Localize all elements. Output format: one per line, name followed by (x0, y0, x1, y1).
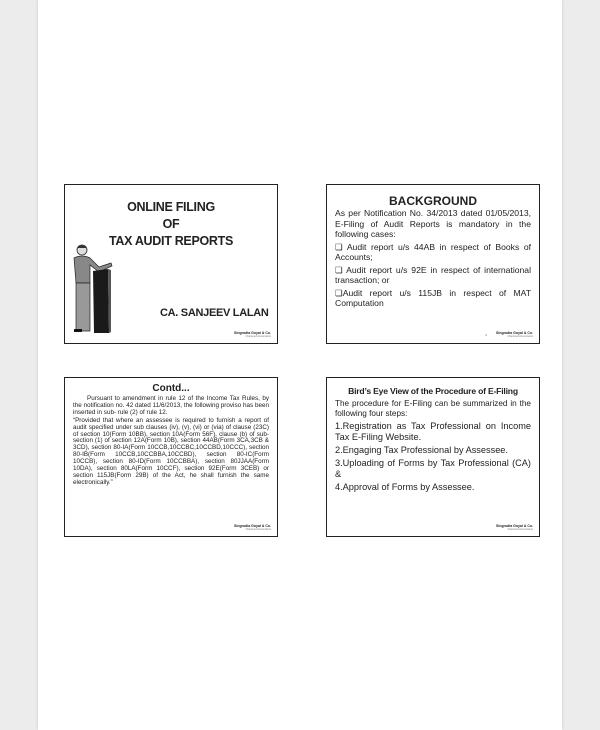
footer-sub: Chartered Accountants (507, 335, 533, 338)
slide-heading: Bird’s Eye View of the Procedure of E-Filing (348, 386, 518, 396)
slide-contd (64, 377, 278, 537)
bullet-text: Audit report u/s 115JB in respect of MAT Computation (335, 287, 531, 308)
footer-firm: Singrodia Goyal & Co. (496, 524, 533, 528)
footer-firm: Singrodia Goyal & Co. (234, 331, 271, 335)
slide-footer (496, 524, 533, 532)
intro-text: The procedure for E-Filing can be summarized in the following four steps: (335, 399, 531, 418)
bullet-item: ❏ Audit report u/s 44AB in respect of Books of Accounts; (335, 241, 531, 262)
bullet-item: ❏ Audit report u/s 92E in respect of international transaction; or (335, 264, 531, 285)
bullet-text: Audit report u/s 44AB in respect of Books of Accounts; (335, 241, 531, 262)
slide-heading: BACKGROUND (389, 194, 477, 208)
slide-title (64, 184, 278, 344)
slide-body (327, 396, 539, 493)
bullet-text: Audit report u/s 92E in respect of international transaction; or (335, 264, 531, 285)
slide-footer (234, 331, 271, 339)
step-item: 4.Approval of Forms by Assessee. (335, 482, 475, 492)
slide-body (65, 394, 277, 487)
footer-sub: Chartered Accountants (507, 528, 533, 531)
footer-firm: Singrodia Goyal & Co. (496, 331, 533, 335)
slide-footer (496, 331, 533, 339)
slide-procedure (326, 377, 540, 537)
step-item: 3.Uploading of Forms by Tax Professional (CA) & (335, 458, 531, 479)
step-item: 1.Registration as Tax Professional on Income Tax E-Filing Website. (335, 421, 531, 442)
author-name: CA. SANJEEV LALAN (160, 307, 269, 319)
slide-heading: Contd... (152, 383, 190, 394)
title-line: ONLINE FILING (127, 200, 215, 214)
page-number: 2 (485, 333, 487, 337)
slide-background (326, 184, 540, 344)
footer-firm: Singrodia Goyal & Co. (234, 524, 271, 528)
slide-footer (234, 524, 271, 532)
speaker-podium-illustration (73, 243, 123, 338)
intro-text: As per Notification No. 34/2013 dated 01/05/2013, E-Filing of Audit Reports is mandatory in the following cases: (335, 208, 531, 239)
footer-sub: Chartered Accountants (245, 335, 271, 338)
title-line: TAX AUDIT REPORTS (108, 234, 234, 248)
step-item: 2.Engaging Tax Professional by Assessee. (335, 445, 508, 455)
paragraph: Pursuant to amendment in rule 12 of the Income Tax Rules, by the notification no. 42 dated 11/6/2013, the following proviso has been inserted in sub- rule (2) of rule 12. (73, 395, 269, 416)
title-line: OF (162, 217, 180, 231)
bullet-item: ❏Audit report u/s 115JB in respect of MAT Computation (335, 287, 531, 308)
footer-sub: Chartered Accountants (245, 528, 271, 531)
document-page (38, 0, 562, 730)
slide-body (327, 208, 539, 309)
paragraph: “Provided that where an assessee is required to furnish a report of audit specified under sub clauses (iv), (v), (vi) or (via) of clause (23C) of section 10(Form 10BB), section 10A(Form 56F), clause (b) of sub-section (1) of section 12A(Form 10B), section 44AB(Form 3CA,3CB & 3CD), section 80-IA(Form 10CCB,10CCBC,10CCBD,10CCC), section 80-IB(Form 10CCB,10CCBBA,10CCBD), section 80-IC(Form 10CCB), section 80-ID(Form 10CCBBA), section 80JJAA(Form 10DA), section 80LA(Form 10CCF), section 92E(Form 3CEB) or section 115JB(Form 29B) of the Act, he shall furnish the same electronically.” (73, 416, 269, 486)
